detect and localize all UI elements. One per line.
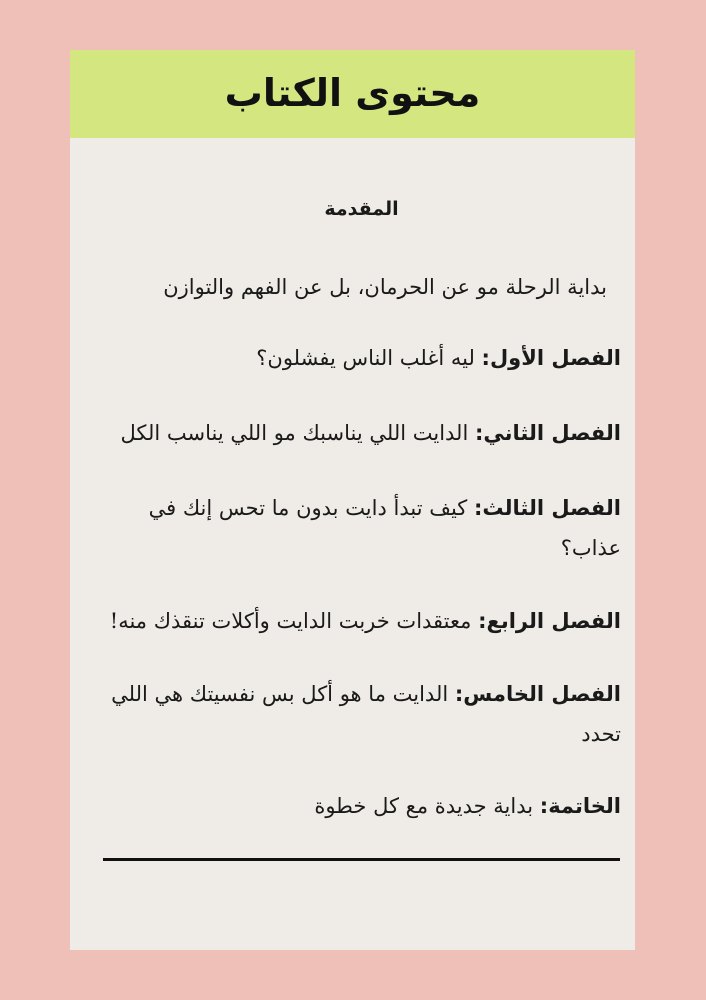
chapter-label: الفصل الرابع: xyxy=(478,609,621,633)
chapter-4 xyxy=(102,601,621,641)
chapter-label: الخاتمة: xyxy=(539,794,621,818)
chapter-label: الفصل الثاني: xyxy=(474,421,621,445)
page-title: محتوى الكتاب xyxy=(224,71,481,116)
title-banner xyxy=(70,50,635,138)
contents-card xyxy=(70,50,635,950)
chapter-3 xyxy=(102,488,621,568)
chapter-text: بداية جديدة مع كل خطوة xyxy=(314,794,534,818)
chapter-label: الفصل الأول: xyxy=(481,346,621,370)
chapter-2 xyxy=(102,413,621,453)
chapter-text: الدايت ما هو أكل بس نفسيتك هي اللي تحدد xyxy=(111,682,621,746)
intro-heading: المقدمة xyxy=(324,198,399,220)
chapter-5 xyxy=(102,674,621,754)
chapter-text: كيف تبدأ دايت بدون ما تحس إنك في عذاب؟ xyxy=(148,496,621,560)
chapter-text: الدايت اللي يناسبك مو اللي يناسب الكل xyxy=(120,421,469,445)
chapter-label: الفصل الخامس: xyxy=(454,682,621,706)
chapter-1 xyxy=(102,338,621,378)
chapter-text: ليه أغلب الناس يفشلون؟ xyxy=(256,346,475,370)
intro-text: بداية الرحلة مو عن الحرمان، بل عن الفهم والتوازن xyxy=(163,275,607,299)
chapter-text: معتقدات خربت الدايت وأكلات تنقذك منه! xyxy=(109,609,472,633)
chapter-label: الفصل الثالث: xyxy=(474,496,621,520)
divider xyxy=(103,858,620,861)
conclusion xyxy=(102,786,621,826)
